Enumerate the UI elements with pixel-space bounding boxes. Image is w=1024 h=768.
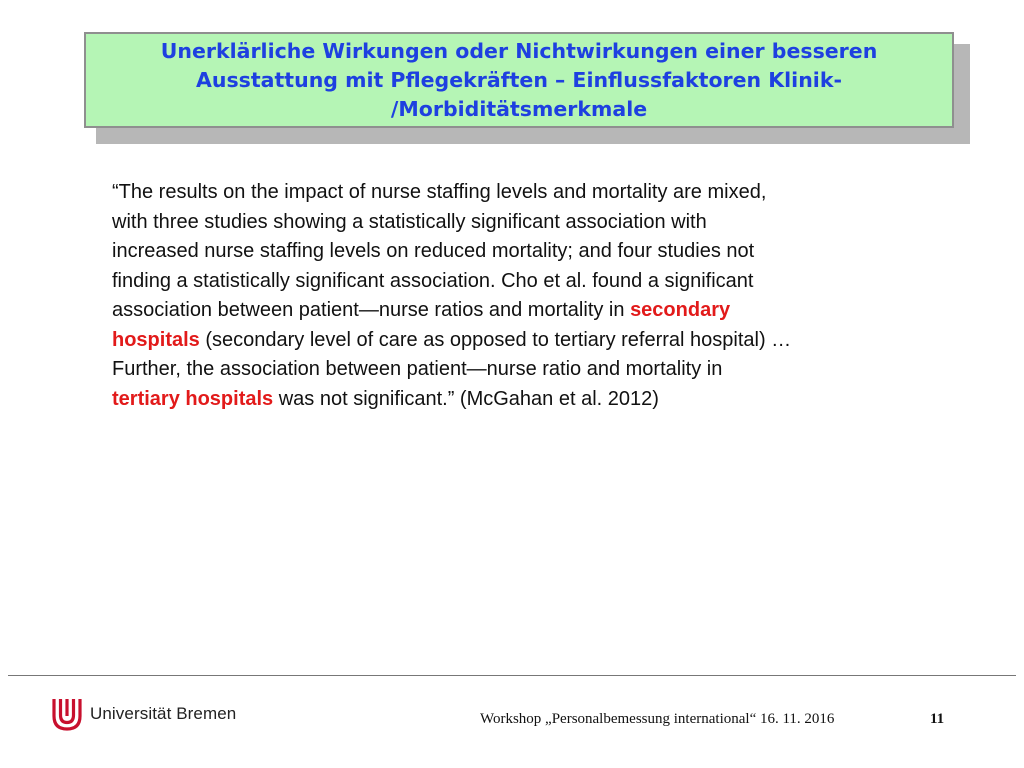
quote-line-3: increased nurse staffing levels on reduced mortality; and four studies not <box>112 240 755 262</box>
page-number: 11 <box>930 711 945 727</box>
quote-line-5 <box>112 296 912 326</box>
footer-workshop: Workshop „Personalbemessung international“ 16. 11. 2016 <box>480 711 835 727</box>
footer-divider <box>8 675 1016 676</box>
quote-line-4: finding a statistically significant association. Cho et al. found a significant <box>112 269 754 292</box>
title-line-3: /Morbiditätsmerkmale <box>390 97 648 121</box>
university-bremen-logo-icon <box>50 696 84 732</box>
quote-line-6 <box>112 326 912 356</box>
quote-block <box>112 178 912 414</box>
quote-line-5-text: association between patient—nurse ratios and mortality in <box>112 299 631 321</box>
title-line-2: Ausstattung mit Pflegekräften – Einflussfaktoren Klinik- <box>196 68 842 92</box>
quote-line-8 <box>112 385 912 415</box>
highlight-tertiary-hospitals: tertiary hospitals <box>112 387 274 410</box>
title-line-1: Unerklärliche Wirkungen oder Nichtwirkungen einer besseren <box>160 39 878 63</box>
university-name: Universität Bremen <box>90 704 237 723</box>
quote-line-8-text: was not significant.” (McGahan et al. 2012) <box>273 387 659 410</box>
quote-line-1: “The results on the impact of nurse staffing levels and mortality are mixed, <box>112 181 767 203</box>
university-logo <box>50 696 236 732</box>
highlight-secondary: secondary <box>630 299 731 321</box>
quote-line-2: with three studies showing a statistically significant association with <box>112 210 707 233</box>
quote-line-7: Further, the association between patient—nurse ratio and mortality in <box>112 358 723 380</box>
title-box <box>84 32 954 128</box>
quote-line-6-text: (secondary level of care as opposed to tertiary referral hospital) … <box>199 328 792 351</box>
highlight-hospitals: hospitals <box>112 328 200 351</box>
slide-title <box>161 37 878 124</box>
